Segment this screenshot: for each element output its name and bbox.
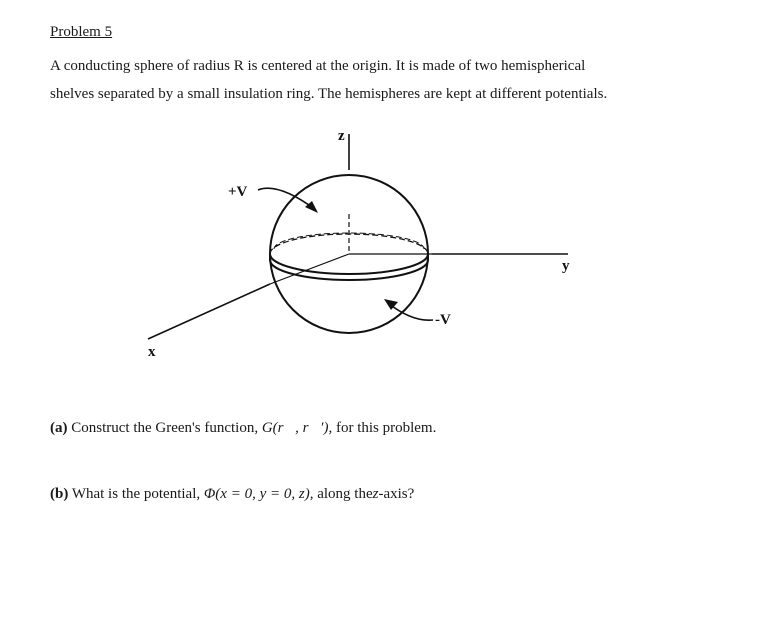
part-a: [50, 420, 436, 437]
problem-heading: Problem 5: [50, 24, 113, 40]
part-b-text-pre: What is the potential,: [71, 486, 201, 502]
x-axis-label: x: [148, 344, 156, 360]
statement-line-2: shelves separated by a small insulation ring. The hemispheres are kept at different potentials.: [50, 86, 608, 102]
z-axis-label: z: [338, 128, 345, 144]
part-a-marker: (a): [50, 420, 68, 436]
part-a-text-post: for this problem.: [335, 420, 437, 436]
part-b: [50, 486, 414, 503]
part-b-expression: Φ(x = 0, y = 0, z),: [203, 486, 314, 502]
plus-v-label: +V: [228, 184, 248, 200]
part-b-marker: (b): [50, 486, 69, 502]
problem-statement: [50, 52, 730, 108]
part-b-text-mid: along the: [317, 486, 373, 502]
equator-front-lower: [270, 260, 428, 280]
minus-v-label: -V: [435, 312, 451, 328]
part-a-text-pre: Construct the Green's function,: [71, 420, 259, 436]
part-b-text-post: -axis?: [378, 486, 415, 502]
statement-line-1: A conducting sphere of radius R is centered at the origin. It is made of two hemispherical: [50, 58, 586, 74]
part-b-axis: z: [372, 486, 379, 502]
x-axis-outer: [148, 284, 270, 339]
part-a-expression: G(r⃗, r⃗′),: [261, 420, 333, 436]
y-axis-label: y: [562, 258, 570, 274]
equator-front: [270, 254, 428, 274]
sphere-figure: [120, 118, 580, 368]
